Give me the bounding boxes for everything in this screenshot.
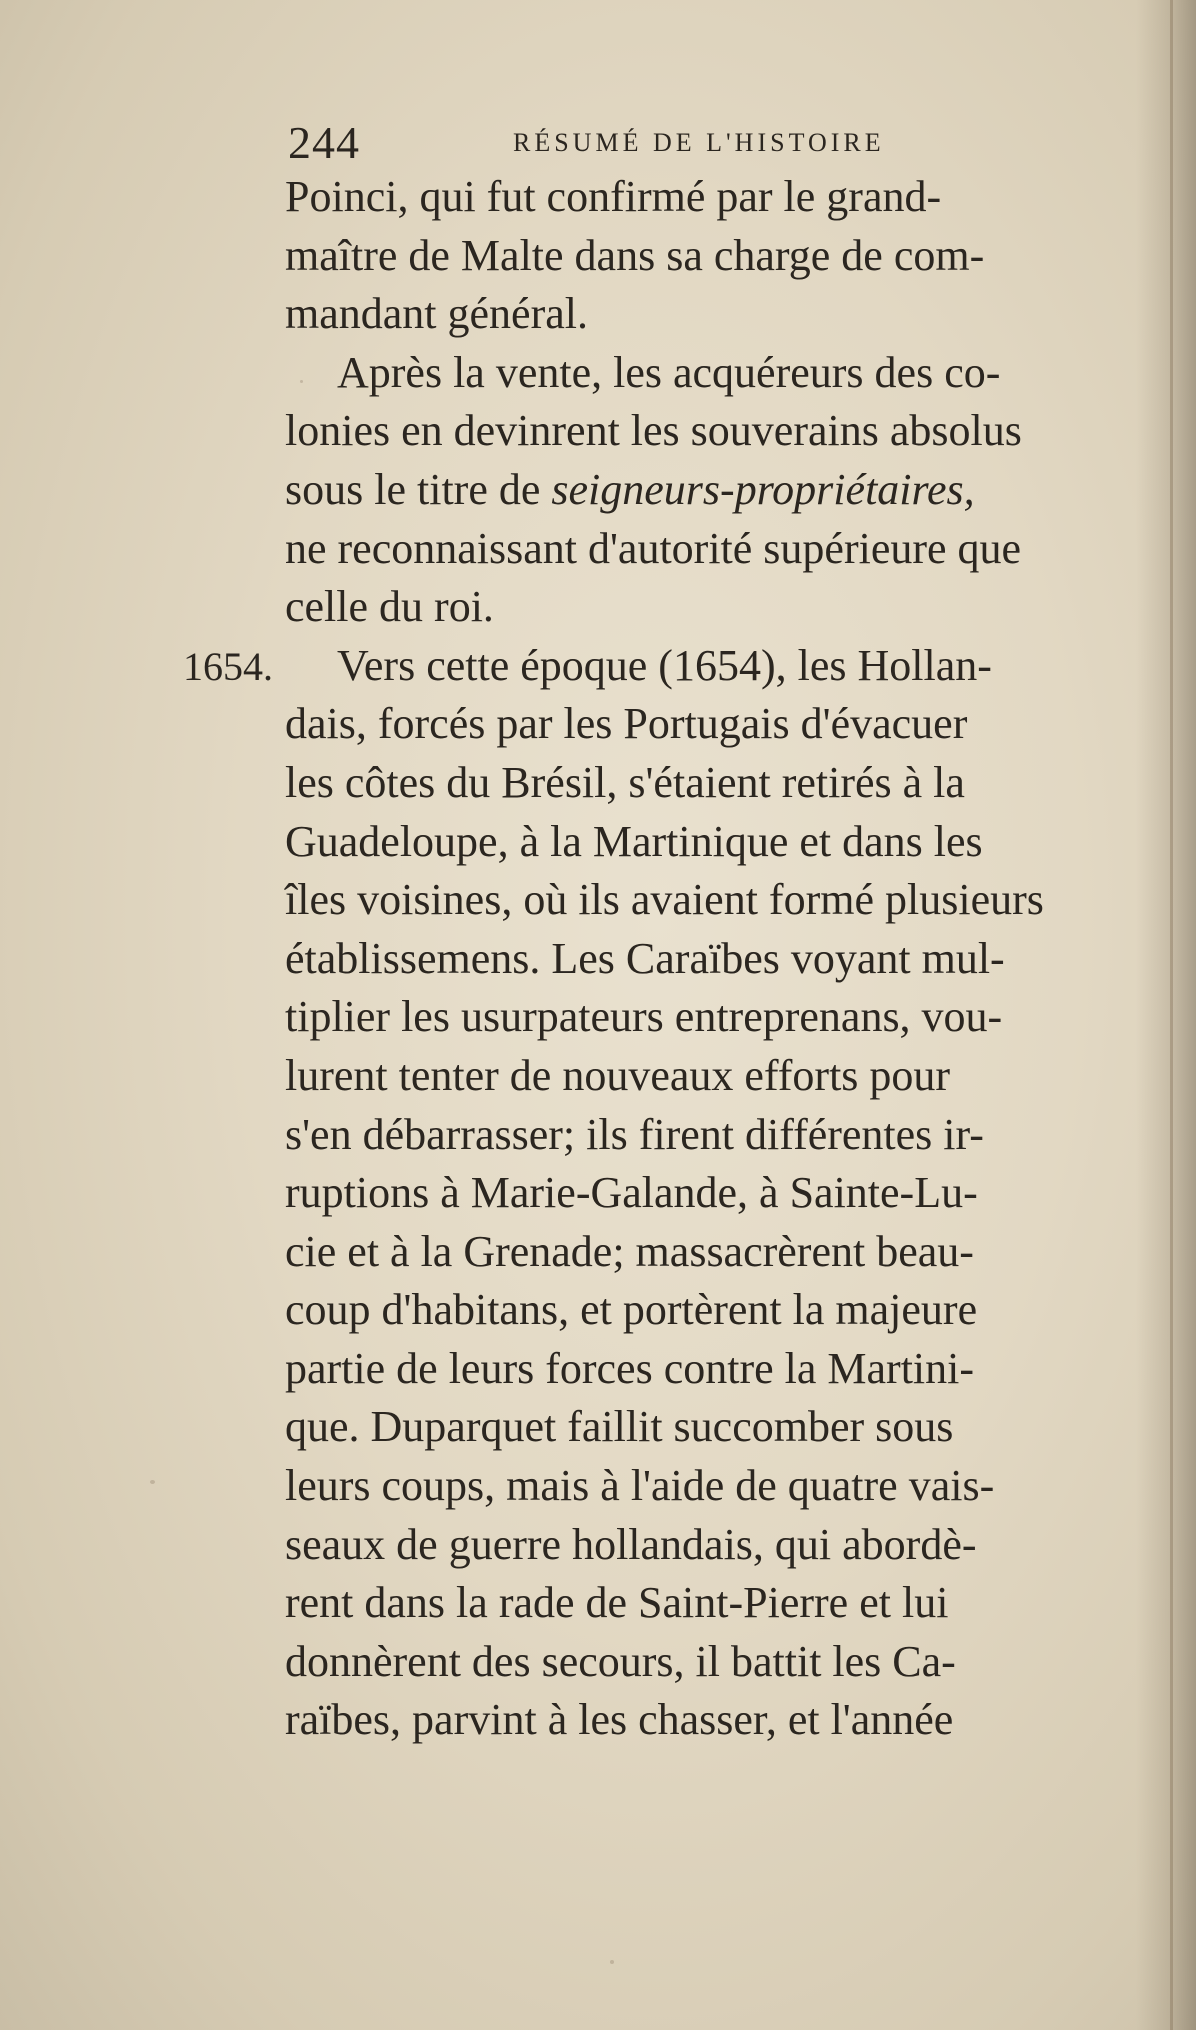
text-line: établissemens. Les Caraïbes voyant mul- [285,933,1005,983]
text-line [285,461,1150,520]
text-line: coup d'habitans, et portèrent la majeure [285,1285,978,1335]
text-line: tiplier les usurpateurs entreprenans, vou- [285,992,1003,1042]
text-line: lurent tenter de nouveaux efforts pour [285,1050,951,1100]
text-line: partie de leurs forces contre la Martini- [285,1343,975,1393]
text-line: les côtes du Brésil, s'étaient retirés à la [285,757,965,807]
text-fragment: sous le titre de [285,464,541,514]
text-line: maître de Malte dans sa charge de com- [285,230,985,280]
text-line: Après la vente, les acquéreurs des co- [337,347,1001,397]
text-line: Vers cette époque (1654), les Hollan- [337,640,992,690]
margin-year-note: 1654. [183,644,273,689]
paper-speck [610,1960,614,1964]
italic-term: seigneurs-propriétaires, [551,464,975,514]
page-edge-line [1170,0,1173,2030]
text-line: Poinci, qui fut confirmé par le grand- [285,172,942,221]
text-line: îles voisines, où ils avaient formé plusieurs [285,875,1044,925]
text-line: cie et à la Grenade; massacrèrent beau- [285,1226,974,1276]
running-head [288,118,1108,168]
text-line: s'en débarrasser; ils firent différentes ir- [285,1109,984,1159]
text-line: leurs coups, mais à l'aide de quatre vais- [285,1461,995,1511]
text-line: lonies en devinrent les souverains absolus [285,406,1022,456]
text-line: que. Duparquet faillit succomber sous [285,1402,954,1452]
text-line: seaux de guerre hollandais, qui abordè- [285,1519,977,1569]
text-line: donnèrent des secours, il battit les Ca- [285,1636,956,1686]
text-line: mandant général. [285,289,588,339]
page-number: 244 [288,117,360,168]
running-title: RÉSUMÉ DE L'HISTOIRE [513,128,885,157]
text-line: dais, forcés par les Portugais d'évacuer [285,699,968,749]
body-text [285,168,1150,1750]
text-line: rent dans la rade de Saint-Pierre et lui [285,1578,949,1628]
text-line: ne reconnaissant d'autorité supérieure que [285,523,1022,573]
text-line: ruptions à Marie-Galande, à Sainte-Lu- [285,1168,978,1218]
text-line: raïbes, parvint à les chasser, et l'année [285,1695,954,1745]
paper-speck [150,1480,155,1484]
text-line: Guadeloupe, à la Martinique et dans les [285,816,983,866]
text-line: celle du roi. [285,582,494,632]
